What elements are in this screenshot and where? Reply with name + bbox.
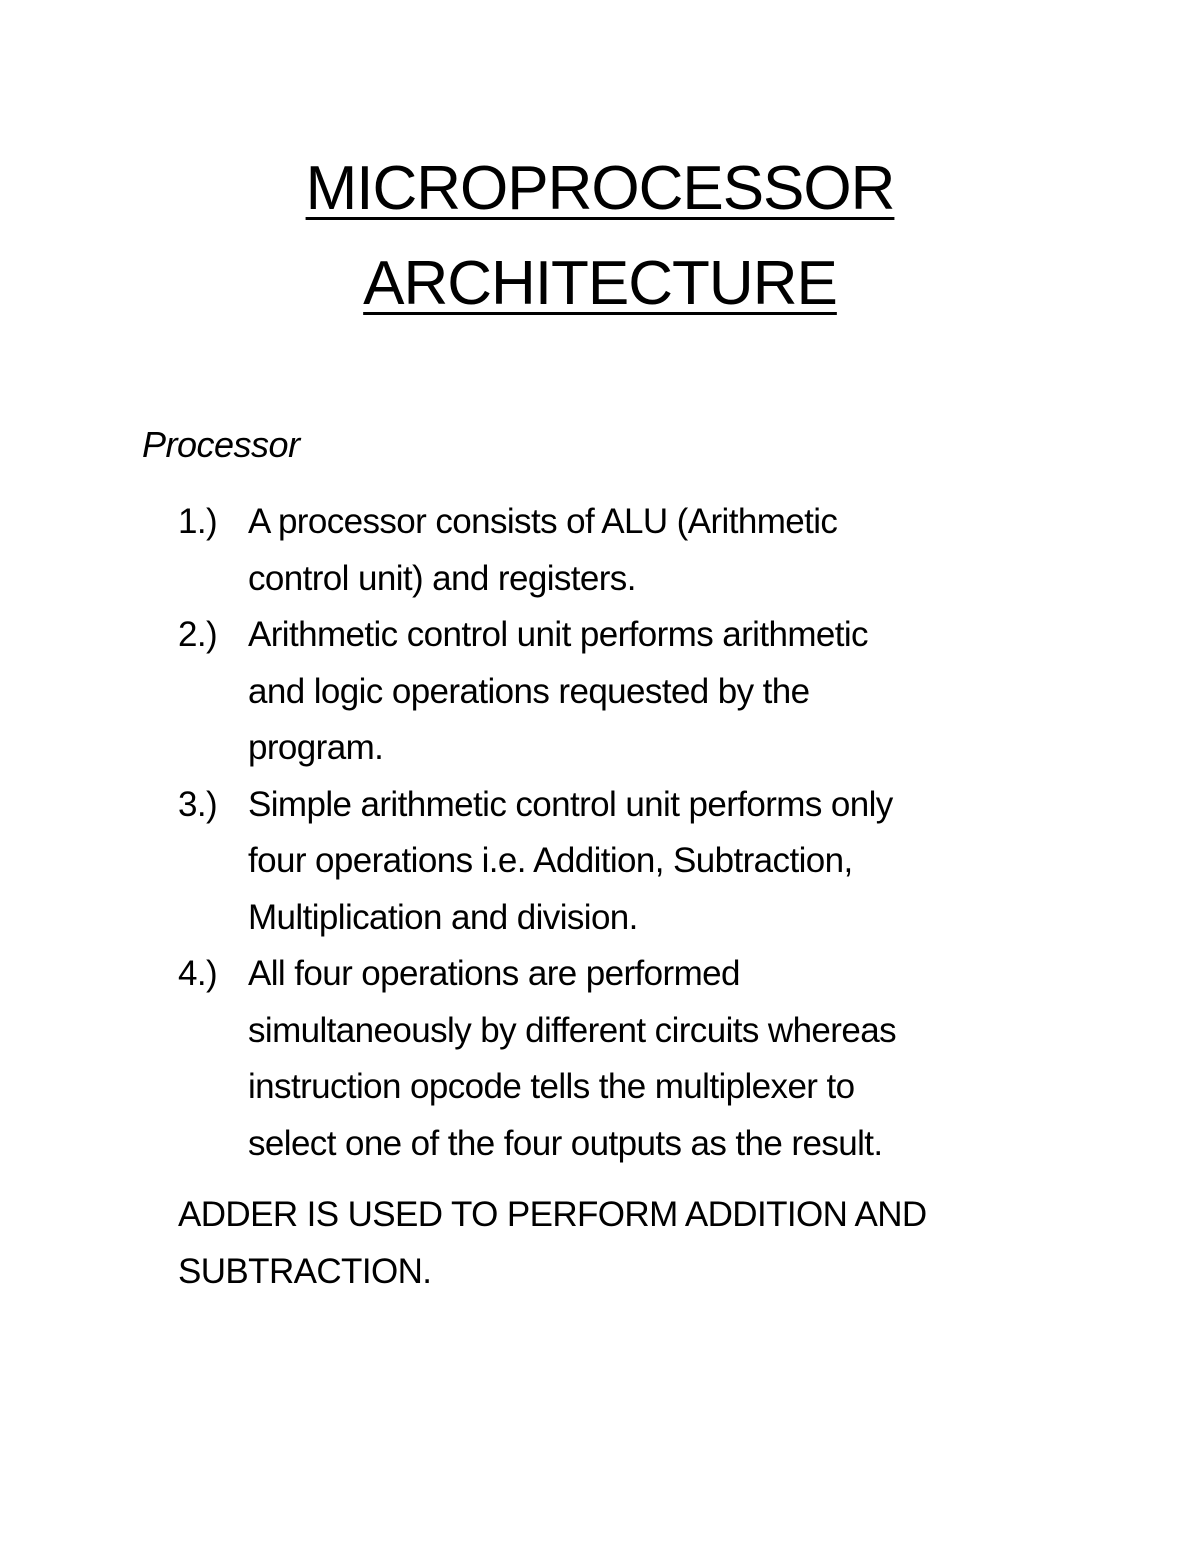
conclusion-text bbox=[178, 1187, 1058, 1300]
list-item-number: 4.) bbox=[178, 954, 218, 993]
list-item bbox=[178, 494, 1058, 607]
list-item-line: Arithmetic control unit performs arithmetic bbox=[248, 615, 868, 654]
list-item-text bbox=[248, 494, 1058, 607]
list-item bbox=[178, 946, 1058, 1172]
list-item-number: 2.) bbox=[178, 615, 218, 654]
section-heading: Processor bbox=[142, 424, 300, 465]
list-item-line: Multiplication and division. bbox=[248, 897, 638, 937]
list-item bbox=[178, 777, 1058, 947]
list-item bbox=[178, 607, 1058, 777]
list-item-line: A processor consists of ALU (Arithmetic bbox=[248, 502, 838, 541]
list-item-number: 3.) bbox=[178, 784, 218, 824]
list-item-text bbox=[248, 946, 1058, 1172]
list-item-line: and logic operations requested by the bbox=[248, 671, 810, 711]
list-item-line: instruction opcode tells the multiplexer to bbox=[248, 1067, 855, 1106]
conclusion-line: SUBTRACTION. bbox=[178, 1251, 432, 1291]
conclusion-line: ADDER IS USED TO PERFORM ADDITION AND bbox=[178, 1195, 927, 1234]
point-list bbox=[178, 494, 1058, 1172]
list-item-line: program. bbox=[248, 728, 384, 767]
list-item-line: control unit) and registers. bbox=[248, 558, 636, 598]
list-item-line: select one of the four outputs as the result. bbox=[248, 1123, 883, 1163]
list-item-line: simultaneously by different circuits whereas bbox=[248, 1010, 896, 1050]
title-line-1 bbox=[0, 154, 1200, 223]
list-item-line: Simple arithmetic control unit performs only bbox=[248, 784, 893, 824]
title-line-2 bbox=[0, 249, 1200, 318]
list-item-text bbox=[248, 607, 1058, 777]
list-item-number: 1.) bbox=[178, 502, 218, 541]
title-line-1-text: MICROPROCESSOR bbox=[305, 154, 895, 223]
list-item-line: four operations i.e. Addition, Subtraction, bbox=[248, 841, 853, 880]
title-line-2-text: ARCHITECTURE bbox=[363, 249, 837, 318]
list-item-line: All four operations are performed bbox=[248, 954, 740, 993]
list-item-text bbox=[248, 777, 1058, 947]
